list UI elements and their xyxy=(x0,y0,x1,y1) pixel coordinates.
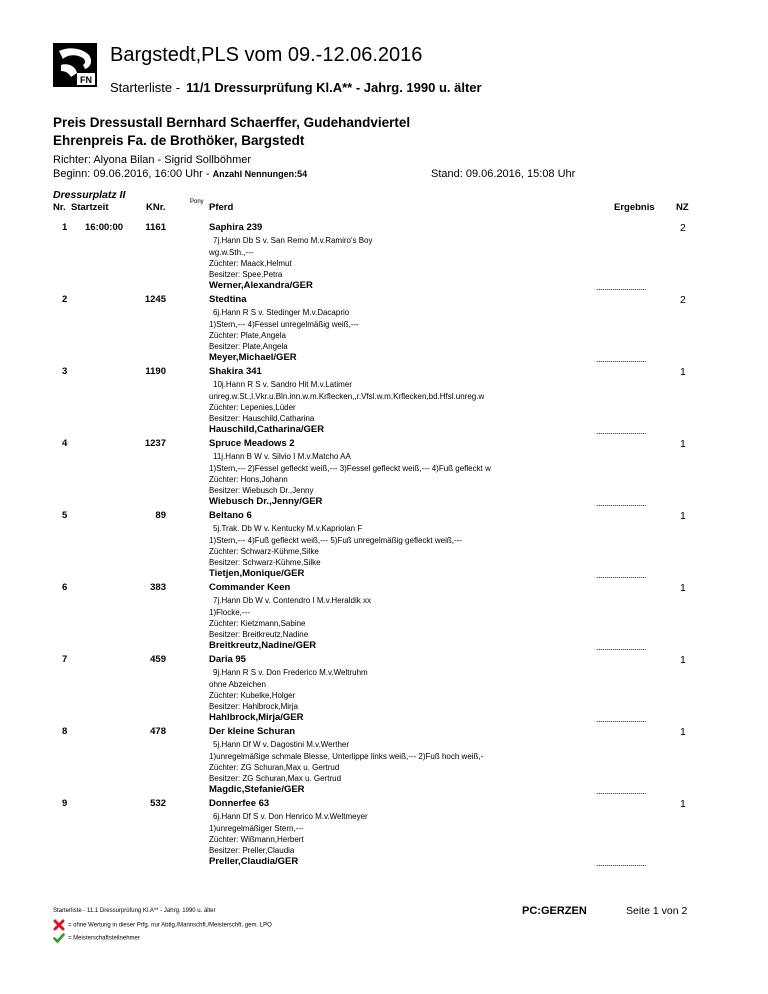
entry-row xyxy=(0,654,768,726)
entry-nr: 3 xyxy=(62,366,68,377)
entry-rider: Meyer,Michael/GER xyxy=(209,352,297,363)
entry-knr: 1237 xyxy=(144,438,166,449)
entry-rider: Hahlbrock,Mirja/GER xyxy=(209,712,304,723)
entry-detail-line: Besitzer: Preller,Claudia xyxy=(209,846,295,855)
entry-detail-line: 11j.Hann B W v. Silvio I M.v.Matcho AA xyxy=(213,452,351,461)
entry-detail-line: 5j.Trak. Db W v. Kentucky M.v.Kapriolan F xyxy=(213,524,363,533)
logo-text: FN xyxy=(80,75,92,85)
entry-result-field: ......................... xyxy=(596,786,647,796)
competition-name: 11/1 Dressurprüfung Kl.A** - Jahrg. 1990 u. älter xyxy=(186,80,482,95)
entry-nz: 2 xyxy=(680,222,686,234)
entry-detail-line: wg.w.Sth.,--- xyxy=(209,248,254,257)
footer-line: Starterliste - 11.1 Dressurprüfung Kl.A** - Jahrg. 1990 u. älter xyxy=(53,908,216,914)
entry-rider: Hauschild,Catharina/GER xyxy=(209,424,325,435)
entry-detail-line: Besitzer: Hahlbrock,Mirja xyxy=(209,702,298,711)
entry-horse: Der kleine Schuran xyxy=(209,726,296,737)
entry-horse: Shakira 341 xyxy=(209,366,262,377)
entry-row xyxy=(0,582,768,654)
entry-rider: Werner,Alexandra/GER xyxy=(209,280,313,291)
start-time: Beginn: 09.06.2016, 16:00 Uhr - xyxy=(53,168,210,180)
arena-name: Dressurplatz II xyxy=(53,189,126,201)
entry-row xyxy=(0,726,768,798)
entry-result-field: ......................... xyxy=(596,858,647,868)
entry-detail-line: 9j.Hann R S v. Don Frederico M.v.Weltruhm xyxy=(213,668,368,677)
entry-detail-line: Besitzer: ZG Schuran,Max u. Gertrud xyxy=(209,774,342,783)
col-startzeit: Startzeit xyxy=(71,202,109,213)
legend-championship xyxy=(53,932,140,944)
entry-horse: Saphira 239 xyxy=(209,222,263,233)
entry-detail-line: Züchter: Kietzmann,Sabine xyxy=(209,619,306,628)
entry-detail-line: Besitzer: Schwarz-Kühme,Silke xyxy=(209,558,321,567)
entry-detail-line: 1)Flocke,--- xyxy=(209,608,250,617)
entry-detail-line: Züchter: Plate,Angela xyxy=(209,331,286,340)
entry-detail-line: Züchter: Wißmann,Herbert xyxy=(209,835,304,844)
entry-nz: 1 xyxy=(680,438,686,450)
entry-nz: 1 xyxy=(680,726,686,738)
entry-detail-line: 5j.Hann Df W v. Dagostini M.v.Werther xyxy=(213,740,350,749)
entry-count: Anzahl Nennungen:54 xyxy=(212,169,308,179)
entry-result-field: ......................... xyxy=(596,714,647,724)
entry-detail-line: Besitzer: Spee,Petra xyxy=(209,270,283,279)
entry-nz: 2 xyxy=(680,294,686,306)
entry-knr: 459 xyxy=(150,654,166,665)
entry-row xyxy=(0,438,768,510)
entry-nz: 1 xyxy=(680,582,686,594)
fn-horse-logo-icon xyxy=(53,43,97,87)
entry-detail-line: 1)unregelmäßiger Stern,--- xyxy=(209,824,304,833)
col-nr: Nr. xyxy=(53,202,66,213)
entry-nz: 1 xyxy=(680,654,686,666)
prize-line-2: Ehrenpreis Fa. de Brothöker, Bargstedt xyxy=(53,133,305,148)
green-check-icon xyxy=(53,932,65,944)
entry-knr: 1161 xyxy=(145,222,166,233)
judges: Richter: Alyona Bilan - Sigrid Sollböhmer xyxy=(53,154,252,166)
entry-detail-line: 7j.Hann Db S v. San Remo M.v.Ramiro's Boy xyxy=(213,236,373,245)
entry-detail-line: Züchter: Maack,Helmut xyxy=(209,259,292,268)
entry-detail-line: 6j.Hann Df S v. Don Henrico M.v.Weltmeyer xyxy=(213,812,368,821)
entry-rider: Tietjen,Monique/GER xyxy=(209,568,305,579)
start-info xyxy=(53,168,307,180)
entry-nr: 2 xyxy=(62,294,68,305)
entry-nr: 4 xyxy=(62,438,68,449)
entry-nr: 1 xyxy=(62,222,68,233)
list-label: Starterliste - xyxy=(110,80,181,95)
entry-nr: 8 xyxy=(62,726,68,737)
entry-detail-line: 1)Stern,--- 4)Fessel unregelmäßig weiß,--- xyxy=(209,320,359,329)
entry-horse: Stedtina xyxy=(209,294,247,305)
entry-detail-line: 1)unregelmäßige schmale Blesse, Unterlippe links weiß,--- 2)Fuß hoch weiß,- xyxy=(209,752,484,761)
entry-detail-line: 7j.Hann Db W v. Contendro I M.v.Heraldik xx xyxy=(213,596,371,605)
pc-id: PC:GERZEN xyxy=(522,905,587,917)
entry-result-field: ......................... xyxy=(596,282,647,292)
prize-line-1: Preis Dressustall Bernhard Schaerffer, Gudehandviertel xyxy=(53,115,411,130)
entry-knr: 1190 xyxy=(145,366,166,377)
entry-horse: Commander Keen xyxy=(209,582,291,593)
list-subtitle xyxy=(110,80,482,95)
page-title: Bargstedt,PLS vom 09.-12.06.2016 xyxy=(110,44,423,66)
entry-horse: Beltano 6 xyxy=(209,510,252,521)
entry-knr: 383 xyxy=(150,582,166,593)
entry-horse: Donnerfee 63 xyxy=(209,798,270,809)
page-number: Seite 1 von 2 xyxy=(626,905,688,917)
entry-knr: 89 xyxy=(155,510,166,521)
entry-knr: 1245 xyxy=(144,294,166,305)
entry-rider: Breitkreutz,Nadine/GER xyxy=(209,640,317,651)
entry-detail-line: Züchter: Schwarz-Kühme,Silke xyxy=(209,547,319,556)
entry-detail-line: Besitzer: Plate,Angela xyxy=(209,342,288,351)
col-pferd: Pferd xyxy=(209,202,234,213)
entry-detail-line: Besitzer: Hauschild,Catharina xyxy=(209,414,315,423)
entry-detail-line: 1)Stern,--- 4)Fuß gefleckt weiß,--- 5)Fuß unregelmäßig gefleckt weiß,--- xyxy=(209,536,462,545)
entry-rider: Wiebusch Dr.,Jenny/GER xyxy=(209,496,323,507)
entry-row xyxy=(0,798,768,870)
entry-result-field: ......................... xyxy=(596,642,647,652)
col-ergebnis: Ergebnis xyxy=(614,202,655,213)
entry-result-field: ......................... xyxy=(596,570,647,580)
entry-horse: Daria 95 xyxy=(209,654,246,665)
entry-knr: 532 xyxy=(150,798,166,809)
legend-championship-text: = Meisterschaftsteilnehmer xyxy=(68,935,140,942)
entry-detail-line: Züchter: Kubelke,Holger xyxy=(209,691,296,700)
entry-row xyxy=(0,510,768,582)
entry-detail-line: Besitzer: Wiebusch Dr.,Jenny xyxy=(209,486,314,495)
entry-nr: 5 xyxy=(62,510,68,521)
col-pony: Pony xyxy=(190,199,204,205)
entry-detail-line: 6j.Hann R S v. Stedinger M.v.Dacaprio xyxy=(213,308,350,317)
entry-nz: 1 xyxy=(680,366,686,378)
entry-detail-line: unreg.w.St.,l.Vkr.u.Bln.inn.w.m.Krflecken,,r.Vfsl.w.m.Krflecken,bd.Hfsl.unreg.w xyxy=(209,392,485,401)
entry-nz: 1 xyxy=(680,798,686,810)
entry-nr: 6 xyxy=(62,582,68,593)
entry-start-time: 16:00:00 xyxy=(85,222,124,233)
entry-detail-line: Züchter: Hons,Johann xyxy=(209,475,288,484)
legend-no-rating-text: = ohne Wertung in dieser Prfg. nur Abtlg./Mannschft./Meisterschft. gem. LPO xyxy=(68,922,272,929)
entry-detail-line: Besitzer: Breitkreutz,Nadine xyxy=(209,630,309,639)
entry-detail-line: ohne Abzeichen xyxy=(209,680,266,689)
col-nz: NZ xyxy=(676,202,689,213)
entry-detail-line: Züchter: Lepenies,Lüder xyxy=(209,403,296,412)
entry-row xyxy=(0,222,768,294)
entry-nz: 1 xyxy=(680,510,686,522)
entry-row xyxy=(0,366,768,438)
col-knr: KNr. xyxy=(146,202,166,213)
entry-knr: 478 xyxy=(150,726,166,737)
stand-timestamp: Stand: 09.06.2016, 15:08 Uhr xyxy=(431,168,576,180)
entry-result-field: ......................... xyxy=(596,426,647,436)
entry-nr: 7 xyxy=(62,654,68,665)
legend-no-rating xyxy=(53,919,272,931)
entry-result-field: ......................... xyxy=(596,354,647,364)
entry-rider: Preller,Claudia/GER xyxy=(209,856,299,867)
entry-row xyxy=(0,294,768,366)
entry-detail-line: 1)Stern,--- 2)Fessel gefleckt weiß,--- 3)Fessel gefleckt weiß,--- 4)Fuß gefleckt w xyxy=(209,464,491,473)
entry-rider: Magdic,Stefanie/GER xyxy=(209,784,305,795)
entry-detail-line: 10j.Hann R S v. Sandro Hit M.v.Latimer xyxy=(213,380,352,389)
entry-nr: 9 xyxy=(62,798,68,809)
entry-result-field: ......................... xyxy=(596,498,647,508)
red-x-icon xyxy=(53,919,65,931)
entry-horse: Spruce Meadows 2 xyxy=(209,438,295,449)
entry-detail-line: Züchter: ZG Schuran,Max u. Gertrud xyxy=(209,763,340,772)
